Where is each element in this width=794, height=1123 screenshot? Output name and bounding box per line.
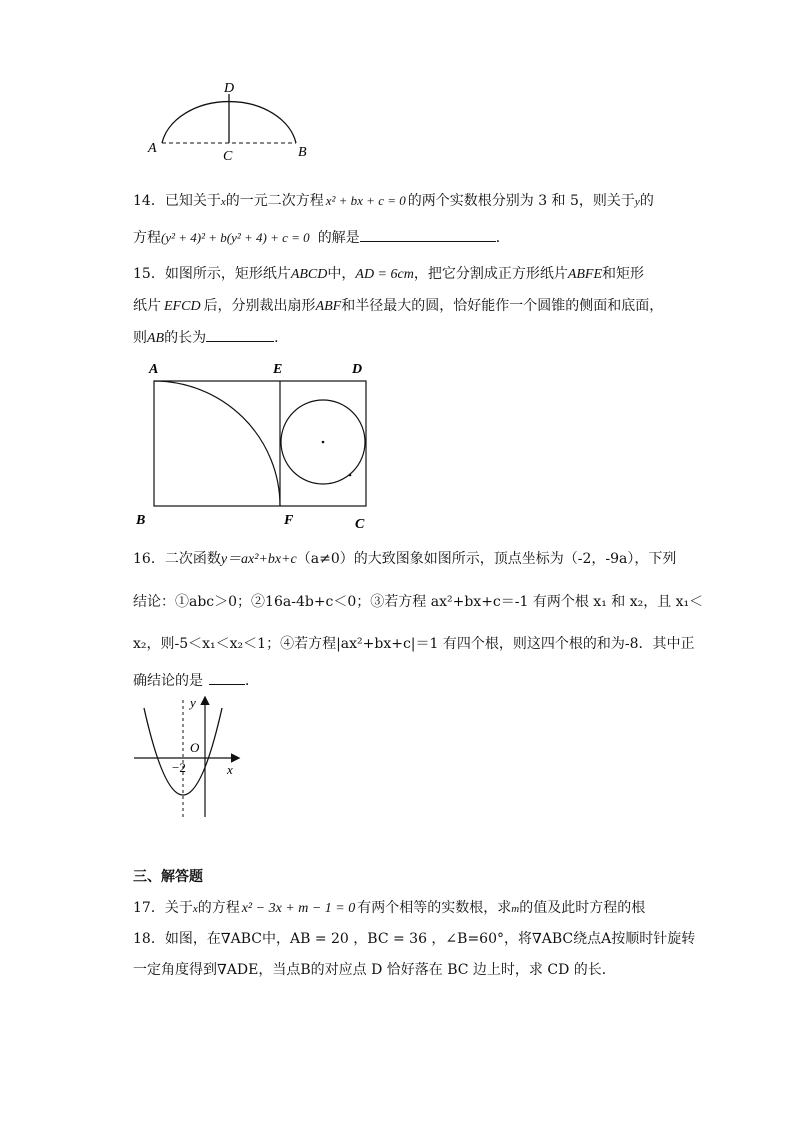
q15-number: 15． (133, 266, 165, 282)
answer-blank[interactable] (206, 327, 274, 342)
label-B: B (136, 513, 146, 528)
equation-2: (y² + 4)² + b(y² + 4) + c = 0 (161, 230, 310, 245)
label-B: B (298, 145, 307, 160)
label-A: A (149, 362, 159, 377)
label-C: C (223, 149, 233, 164)
q16-line-3: x₂，则-5＜x₁＜x₂＜1；④若方程|ax²+bx+c|＝1 有四个根，则这四个根的和为-8．其中正 (133, 636, 695, 652)
label-y: y (190, 695, 196, 710)
q16-number: 16． (133, 551, 165, 567)
label-neg2: −2 (172, 760, 186, 775)
label-E: E (273, 362, 283, 377)
q14-line-1: 14．已知关于x的一元二次方程 x² + bx + c = 0 的两个实数根分别为 3 和 5，则关于y的 (133, 193, 654, 209)
var-x: x (220, 196, 226, 208)
label-F: F (284, 513, 294, 528)
q15-line-3: 则AB的长为 ． (133, 327, 288, 349)
label-C: C (355, 517, 365, 532)
rectangle-figure (130, 356, 380, 534)
q15-line-1: 15．如图所示，矩形纸片ABCD中，AD = 6cm，把它分割成正方形纸片ABFE和矩形 (133, 266, 645, 282)
circle-center (322, 441, 325, 444)
parabola-figure (128, 692, 248, 822)
rect-abcd (154, 381, 366, 506)
q16-line-2: 结论：①abc＞0；②16a-4b+c＜0；③若方程 ax²+bx+c＝-1 有两个根 x₁ 和 x₂，且 x₁＜ (133, 594, 704, 610)
label-D: D (224, 81, 235, 96)
label-D: D (352, 362, 363, 377)
q18-number: 18． (133, 931, 165, 947)
answer-blank[interactable] (209, 670, 245, 685)
sector-arc (154, 381, 280, 506)
q18-line-1: 18．如图，在∇ABC中，AB = 20 ，BC = 36 ，∠B=60°，将∇ABC绕点A按顺时针旋转 (133, 931, 696, 947)
q17-number: 17． (133, 900, 165, 916)
circle-point (349, 474, 352, 477)
label-origin: O (190, 740, 200, 755)
q16-line-4: 确结论的是 ． (133, 670, 259, 691)
equation: x² − 3x + m − 1 = 0 (241, 901, 356, 916)
q16-line-1: 16．二次函数y＝ax²+bx+c（a≠0）的大致图象如图所示，顶点坐标为（-2，-9a），下列 (133, 551, 677, 567)
var-y: y (634, 196, 640, 208)
q18-line-2: 一定角度得到∇ADE，当点B的对应点 D 恰好落在 BC 边上时，求 CD 的长． (133, 962, 616, 978)
q14-number: 14． (133, 193, 165, 209)
section-heading: 三、解答题 (133, 869, 203, 885)
label-x: x (227, 762, 233, 777)
answer-blank[interactable] (360, 227, 496, 242)
q17-line: 17．关于x的方程 x² − 3x + m − 1 = 0 有两个相等的实数根，求m的值及此时方程的根 (133, 900, 646, 916)
q15-line-2: 纸片 EFCD 后，分别裁出扇形ABF和半径最大的圆，恰好能作一个圆锥的侧面和底面， (133, 298, 664, 314)
parabola-curve (144, 708, 222, 795)
equation-1: x² + bx + c = 0 (325, 193, 406, 208)
arc-figure (140, 78, 320, 166)
label-A: A (148, 141, 157, 156)
q14-line-2: 方程(y² + 4)² + b(y² + 4) + c = 0 的解是 ． (133, 227, 510, 248)
